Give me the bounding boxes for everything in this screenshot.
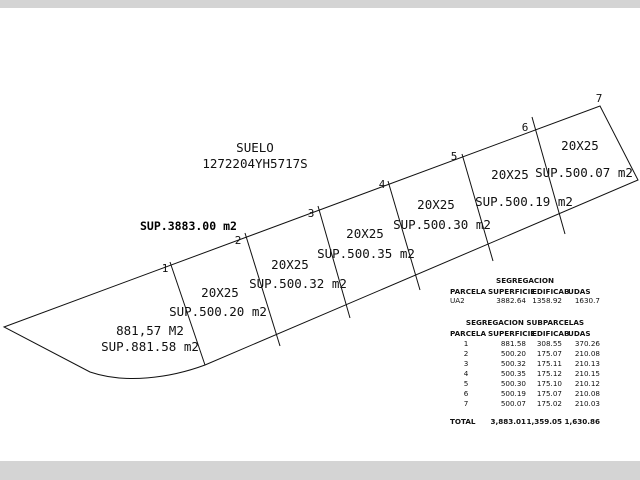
sub-segregation-title: SEGREGACION SUBPARCELAS — [465, 318, 585, 327]
table-cell: 6 — [463, 389, 469, 398]
parcel-number: 7 — [595, 92, 603, 105]
table-header-cell: EDIFICAB — [532, 329, 570, 338]
table-total-cell: 1,359.05 — [526, 417, 562, 426]
table-cell: 500.35 — [500, 369, 526, 378]
parcel-divider — [388, 181, 420, 290]
table-header-cell: PARCELA — [450, 329, 487, 338]
parcel-dimensions: 20X25 — [346, 226, 384, 241]
table-header-cell: SUPERFICIE — [488, 329, 536, 338]
parcel-number: 4 — [378, 178, 386, 191]
table-cell: 1 — [463, 339, 469, 348]
table-cell: 175.07 — [536, 389, 562, 398]
sub-segregation-total — [450, 417, 600, 426]
parcel-area: SUP.500.32 m2 — [249, 276, 347, 291]
sub-segregation-header — [450, 329, 591, 338]
table-cell: 5 — [463, 379, 469, 388]
table-cell: 210.12 — [574, 379, 600, 388]
table-cell: 500.19 — [500, 389, 526, 398]
parcel-dimensions: 20X25 — [271, 257, 309, 272]
table-total-cell: TOTAL — [450, 417, 476, 426]
table-cell: UA2 — [450, 296, 465, 305]
parcel-dimensions: 20X25 — [561, 138, 599, 153]
table-cell: 500.20 — [500, 349, 526, 358]
table-total-cell: 3,883.01 — [490, 417, 526, 426]
parcel-number: 2 — [234, 234, 242, 247]
table-cell: 210.03 — [574, 399, 600, 408]
table-header-cell: UDAS — [568, 329, 591, 338]
table-cell: 210.15 — [574, 369, 600, 378]
parcel-number: 6 — [521, 121, 529, 134]
table-cell: 175.11 — [536, 359, 562, 368]
segregation-row — [450, 296, 600, 305]
parcel-dimensions: 881,57 M2 — [116, 323, 184, 338]
table-cell: 4 — [463, 369, 469, 378]
table-cell: 210.13 — [574, 359, 600, 368]
table-cell: 1358.92 — [532, 296, 562, 305]
table-cell: 370.26 — [574, 339, 600, 348]
site-area-label: SUP.3883.00 m2 — [140, 219, 237, 233]
segregation-tables — [450, 276, 600, 426]
parcel-divider — [318, 206, 350, 318]
parcel-dimensions: 20X25 — [491, 167, 529, 182]
parcel-number: 1 — [161, 262, 169, 275]
table-cell: 175.12 — [536, 369, 562, 378]
parcel-area: SUP.881.58 m2 — [101, 339, 199, 354]
parcel-dividers — [170, 117, 565, 365]
table-cell: 175.07 — [536, 349, 562, 358]
table-total-cell: 1,630.86 — [564, 417, 600, 426]
table-cell: 500.07 — [500, 399, 526, 408]
parcel-area: SUP.500.30 m2 — [393, 217, 491, 232]
table-header-cell: UDAS — [568, 287, 591, 296]
table-cell: 881.58 — [500, 339, 526, 348]
table-cell: 3882.64 — [496, 296, 526, 305]
table-cell: 175.10 — [536, 379, 562, 388]
table-cell: 3 — [463, 359, 469, 368]
table-cell: 7 — [463, 399, 469, 408]
parcel-area: SUP.500.19 m2 — [475, 194, 573, 209]
table-cell: 500.32 — [500, 359, 526, 368]
table-cell: 1630.7 — [574, 296, 600, 305]
table-header-cell: SUPERFICIE — [488, 287, 536, 296]
table-cell: 175.02 — [536, 399, 562, 408]
sub-segregation-rows — [464, 339, 601, 408]
table-cell: 210.08 — [574, 349, 600, 358]
table-header-cell: EDIFICAB — [532, 287, 570, 296]
segregation-header — [450, 287, 591, 296]
table-cell: 500.30 — [500, 379, 526, 388]
parcel-dimensions: 20X25 — [417, 197, 455, 212]
segregation-title: SEGREGACION — [496, 276, 554, 285]
table-cell: 308.55 — [536, 339, 562, 348]
parcel-area: SUP.500.07 m2 — [535, 165, 633, 180]
parcel-area: SUP.500.20 m2 — [169, 304, 267, 319]
parcel-area: SUP.500.35 m2 — [317, 246, 415, 261]
site-cadastral-ref: 1272204YH5717S — [202, 156, 308, 171]
parcel-number: 3 — [307, 207, 315, 220]
table-cell: 2 — [463, 349, 469, 358]
table-header-cell: PARCELA — [450, 287, 487, 296]
site-name: SUELO — [236, 140, 274, 155]
parcel-number: 5 — [450, 150, 458, 163]
parcel-dimensions: 20X25 — [201, 285, 239, 300]
table-cell: 210.08 — [574, 389, 600, 398]
